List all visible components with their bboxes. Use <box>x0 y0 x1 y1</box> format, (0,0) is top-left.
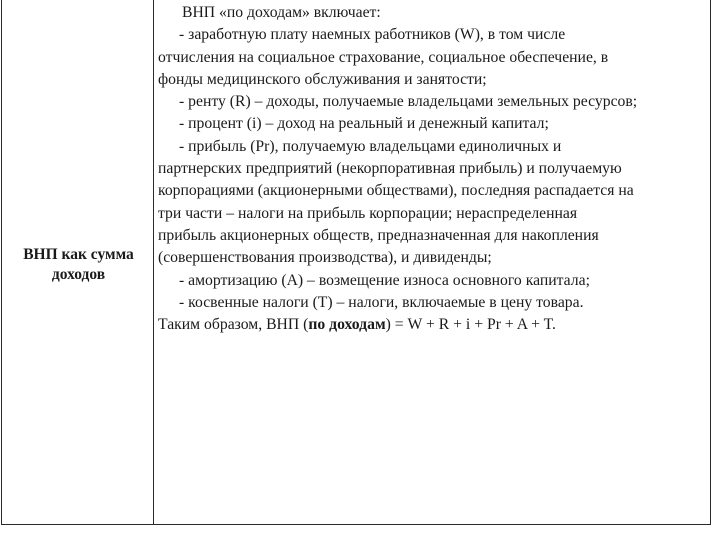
definition-line: - ренту (R) – доходы, получаемые владельцами земельных ресурсов; <box>179 93 638 111</box>
definition-line: отчисления на социальное страхование, социальное обеспечение, в <box>158 48 609 66</box>
definition-line: - амортизацию (A) – возмещение износа основного капитала; <box>179 271 590 289</box>
definition-line: три части – налоги на прибыль корпорации; нераспределенная <box>158 204 578 222</box>
definition-table <box>1 0 711 525</box>
term-label-line-1: ВНП как сумма <box>23 245 134 263</box>
definition-line: фонды медицинского обслуживания и занятости; <box>158 70 487 88</box>
term-label-line-2: доходов <box>51 265 106 283</box>
summary-prefix: Таким образом, ВНП ( <box>158 316 309 334</box>
definition-line: прибыль акционерных обществ, предназначенная для накопления <box>158 226 599 244</box>
summary-formula <box>158 314 710 336</box>
definition-line: корпорациями (акционерными обществами), последняя распадается на <box>158 182 634 200</box>
summary-bold-term: по доходам <box>308 316 386 334</box>
definition-line: - прибыль (Pr), получаемую владельцами единоличных и <box>179 137 562 155</box>
term-cell <box>2 0 153 524</box>
definition-line: (совершенствования производства), и дивиденды; <box>158 249 492 267</box>
term-label <box>21 245 134 285</box>
definition-line: - заработную плату наемных работников (W), в том числе <box>179 26 566 44</box>
definition-heading: ВНП «по доходам» включает: <box>182 4 381 21</box>
definition-line: - процент (i) – доход на реальный и денежный капитал; <box>179 115 549 133</box>
column-divider <box>153 0 154 524</box>
summary-suffix: ) = W + R + i + Pr + A + T. <box>385 316 556 334</box>
definition-line: партнерских предприятий (некорпоративная прибыль) и получаемую <box>158 160 622 178</box>
definition-line: - косвенные налоги (T) – налоги, включаемые в цену товара. <box>179 293 584 311</box>
definition-cell <box>158 2 710 336</box>
